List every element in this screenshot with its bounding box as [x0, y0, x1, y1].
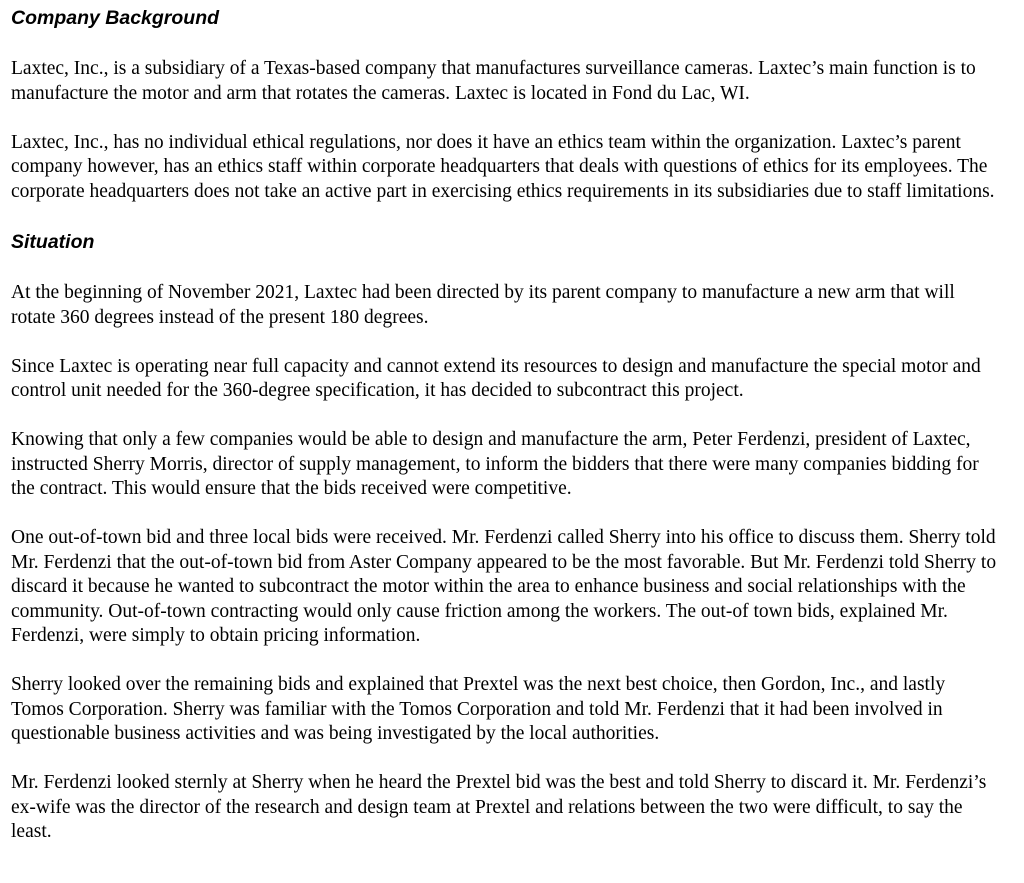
paragraph: Since Laxtec is operating near full capacity and cannot extend its resources to design and manufacture the special motor and control unit needed for the 360-degree specification, it has decided to subcontract this project.: [11, 355, 981, 401]
section-heading-situation: Situation: [11, 231, 95, 253]
paragraph: Laxtec, Inc., is a subsidiary of a Texas-based company that manufactures surveillance cameras. Laxtec’s main function is to manufacture the motor and arm that rotates the cameras. Laxtec is located in Fond du Lac, WI.: [11, 58, 976, 104]
paragraph: Sherry looked over the remaining bids and explained that Prextel was the next best choice, then Gordon, Inc., and lastly Tomos Corporation. Sherry was familiar with the Tomos Corporation and told Mr. Ferdenzi that it had been involved in questionable business activities and was being investigated by the local authorities.: [11, 674, 946, 744]
document-body: [11, 6, 1001, 845]
paragraph: Laxtec, Inc., has no individual ethical regulations, nor does it have an ethics team within the organization. Laxtec’s parent company however, has an ethics staff within corporate headquarters that deals with questions of ethics for its employees. The corporate headquarters does not take an active part in exercising ethics requirements in its subsidiaries due to staff limitations.: [11, 131, 995, 202]
section-heading-company-background: Company Background: [11, 7, 220, 29]
paragraph: One out-of-town bid and three local bids were received. Mr. Ferdenzi called Sherry into his office to discuss them. Sherry told Mr. Ferdenzi that the out-of-town bid from Aster Company appeared to be the most favorable. But Mr. Ferdenzi told Sherry to discard it because he wanted to subcontract the motor within the area to enhance business and social relationships with the community. Out-of-town contracting would only cause friction among the workers. The out-of town bids, explained Mr. Ferdenzi, were simply to obtain pricing information.: [11, 527, 997, 646]
paragraph: Knowing that only a few companies would be able to design and manufacture the arm, Peter Ferdenzi, president of Laxtec, instructed Sherry Morris, director of supply management, to inform the bidders that there were many companies bidding for the contract. This would ensure that the bids received were competitive.: [11, 429, 979, 499]
paragraph: At the beginning of November 2021, Laxtec had been directed by its parent company to manufacture a new arm that will rotate 360 degrees instead of the present 180 degrees.: [11, 282, 955, 328]
paragraph: Mr. Ferdenzi looked sternly at Sherry when he heard the Prextel bid was the best and told Sherry to discard it. Mr. Ferdenzi’s ex-wife was the director of the research and design team at Prextel and relations between the two were difficult, to say the least.: [11, 772, 987, 842]
